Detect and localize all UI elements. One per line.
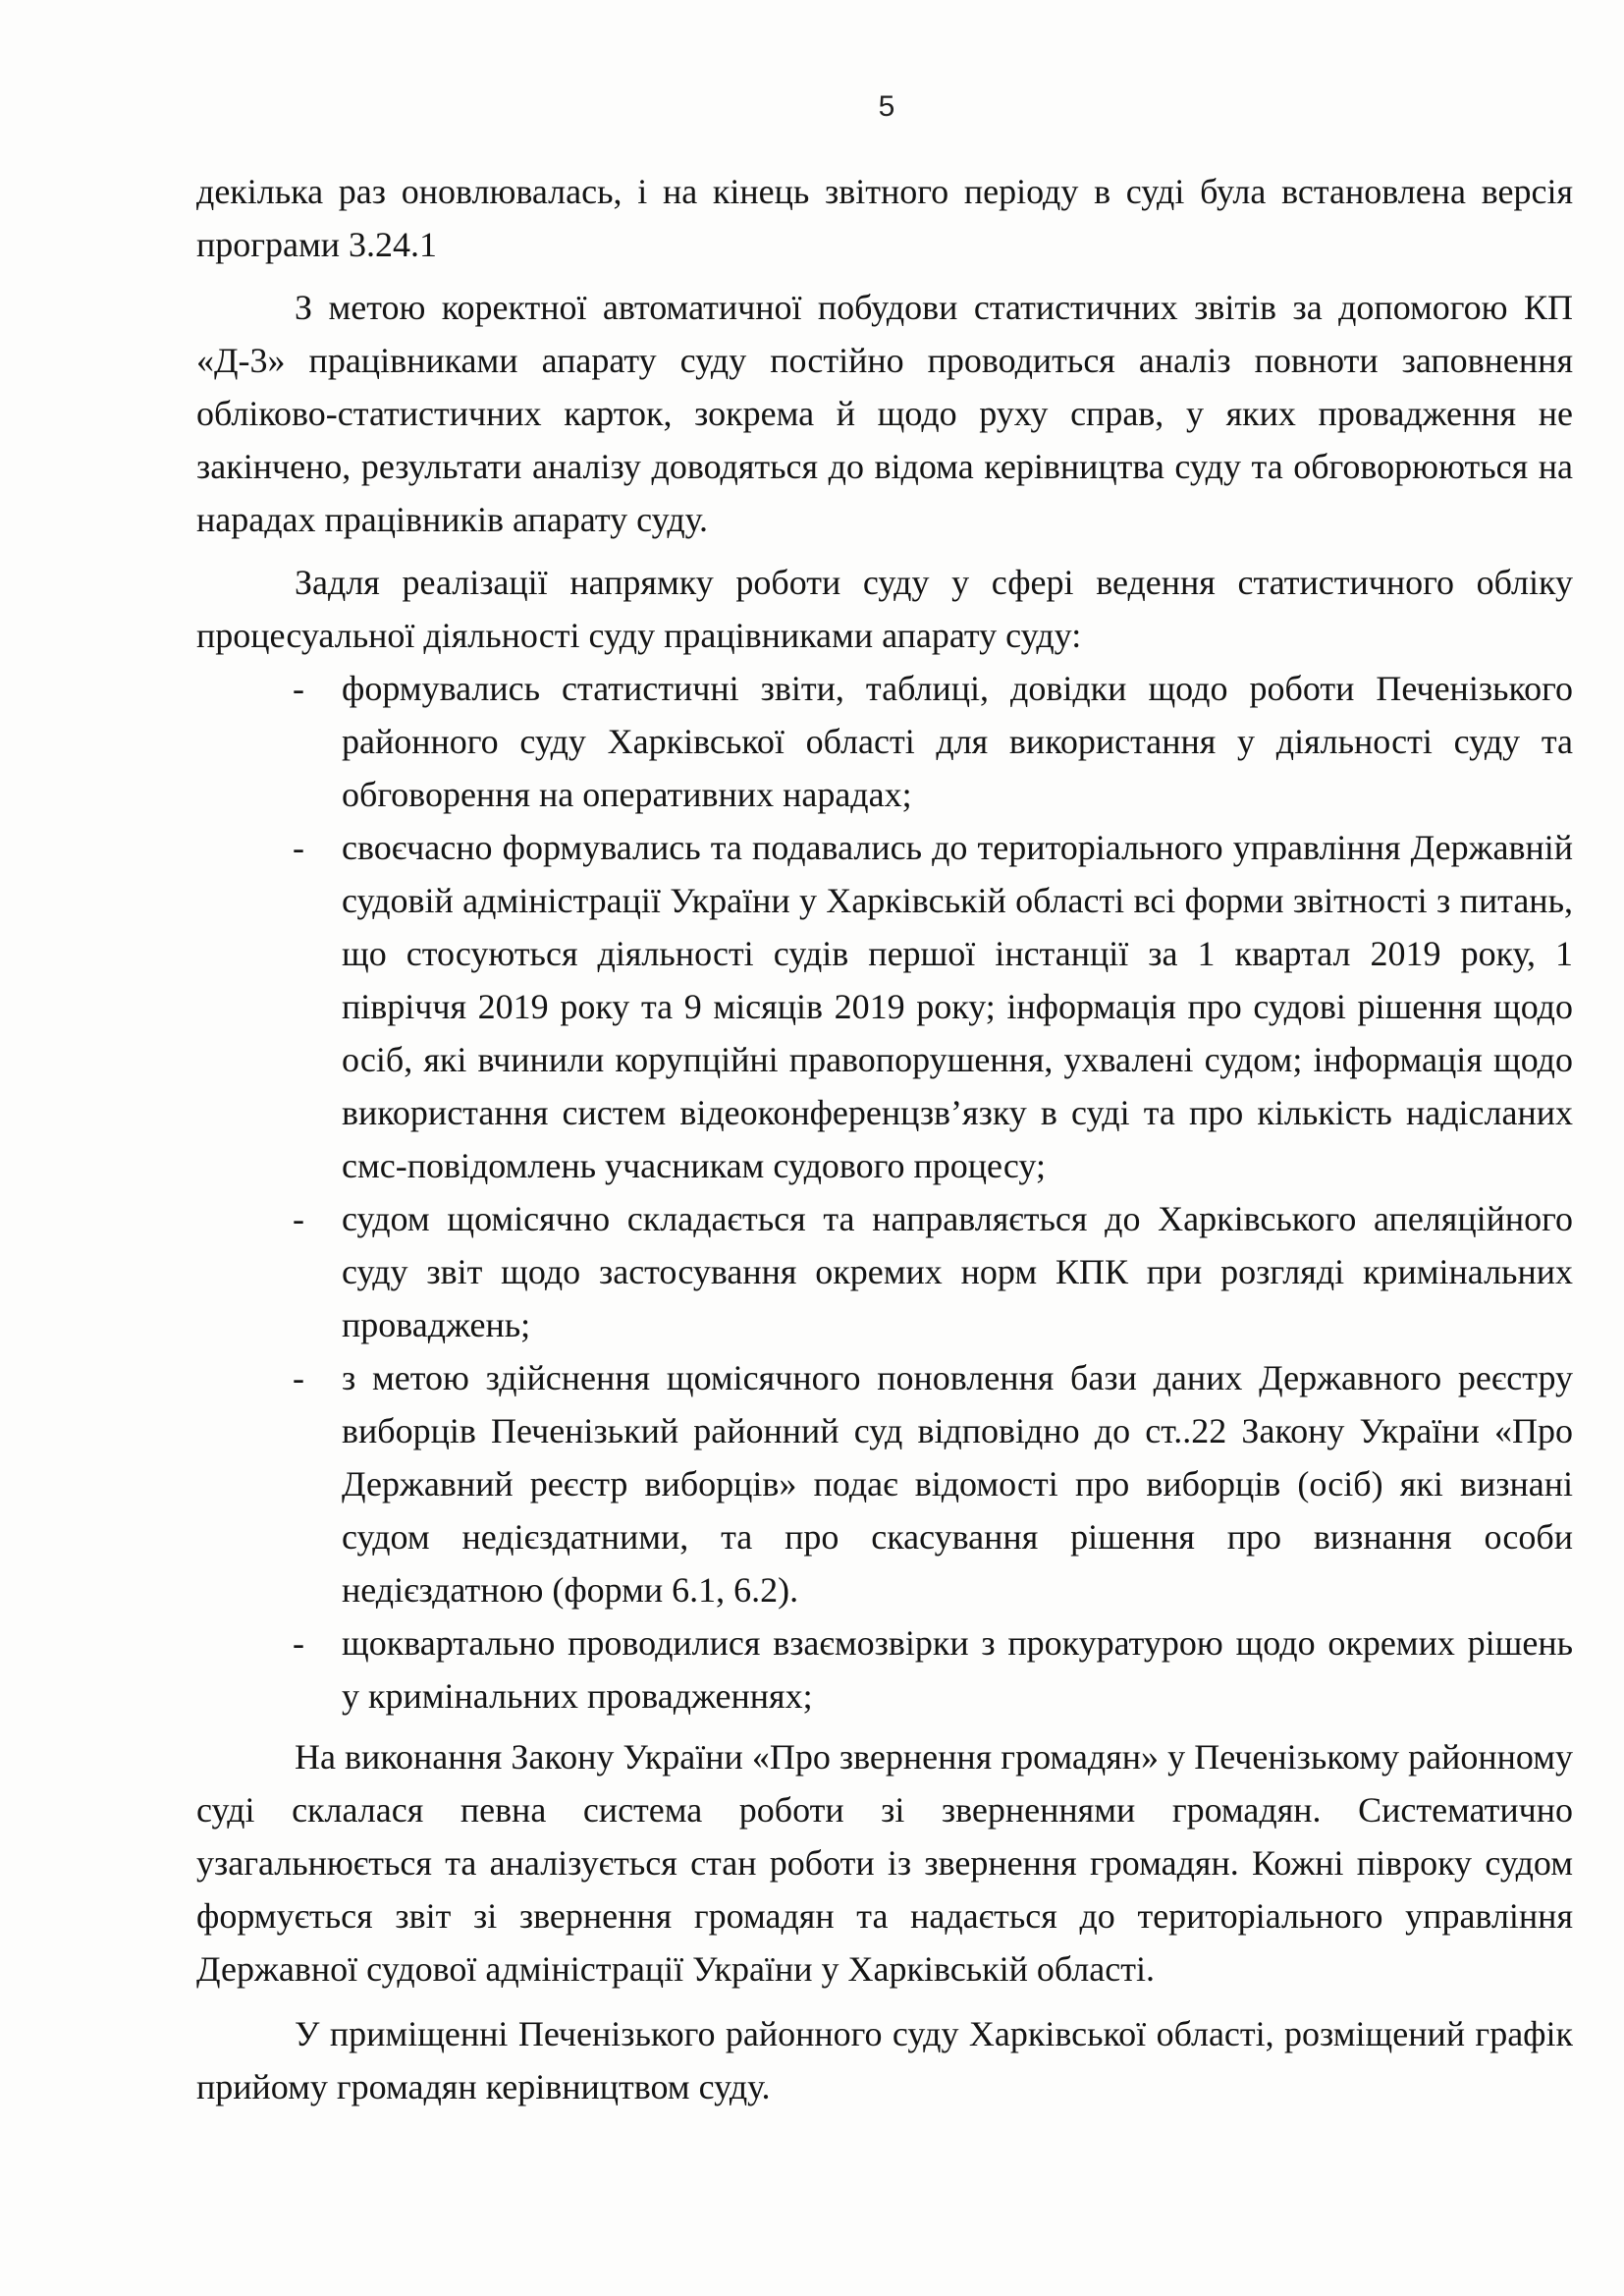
list-bullet: - — [293, 1358, 304, 1397]
list-item — [196, 821, 1573, 1192]
paragraph-continuation: декілька раз оновлювалась, і на кінець звітного періоду в суді була встановлена версія програми 3.24.1 — [196, 172, 1573, 264]
list-item-text: щоквартально проводилися взаємозвірки з прокуратурою щодо окремих рішень у кримінальних провадженнях; — [342, 1623, 1573, 1716]
list-item-text: з метою здійснення щомісячного поновлення бази даних Державного реєстру виборців Печенізький районний суд відповідно до ст..22 Закону України «Про Державний реєстр виборців» подає відомості про виборців (осіб) які визнані судом недієздатними, та про скасування рішення про визнання особи недієздатною (форми 6.1, 6.2). — [342, 1358, 1573, 1610]
list-item — [196, 1351, 1573, 1616]
document-body — [196, 165, 1573, 2123]
page-number: 5 — [878, 90, 895, 123]
list-bullet: - — [293, 1199, 304, 1238]
paragraph-list-intro: Задля реалізації напрямку роботи суду у сфері ведення статистичного обліку процесуальної діяльності суду працівниками апарату суду: — [196, 563, 1573, 655]
list-item-text: судом щомісячно складається та направляється до Харківського апеляційного суду звіт щодо застосування окремих норм КПК при розгляді кримінальних проваджень; — [342, 1199, 1573, 1344]
list-item — [196, 1616, 1573, 1722]
list-item — [196, 662, 1573, 821]
list-item — [196, 1192, 1573, 1351]
list-bullet: - — [293, 828, 304, 867]
list-item-text: своєчасно формувались та подавались до територіального управління Державній судовій адміністрації України у Харківській області всі форми звітності з питань, що стосуються діяльності судів першої інстанції за 1 квартал 2019 року, 1 півріччя 2019 року та 9 місяців 2019 року; інформація про судові рішення щодо осіб, які вчинили корупційні правопорушення, ухвалені судом; інформація щодо використання систем відеоконференцзв’язку в суді та про кількість надісланих смс-повідомлень учасникам судового процесу; — [342, 828, 1573, 1185]
list-bullet: - — [293, 1623, 304, 1663]
paragraph-reception-schedule: У приміщенні Печенізького районного суду Харківської області, розміщений графік прийому громадян керівництвом суду. — [196, 2014, 1573, 2106]
activity-list — [196, 662, 1573, 1722]
list-bullet: - — [293, 669, 304, 708]
list-item-text: формувались статистичні звіти, таблиці, довідки щодо роботи Печенізького районного суду Харківської області для використання у діяльності суду та обговорення на оперативних нарадах; — [342, 669, 1573, 814]
paragraph-statistics-analysis: З метою коректної автоматичної побудови статистичних звітів за допомогою КП «Д-3» працівниками апарату суду постійно проводиться аналіз повноти заповнення обліково-статистичних карток, зокрема й щодо руху справ, у яких провадження не закінчено, результати аналізу доводяться до відома керівництва суду та обговорюються на нарадах працівників апарату суду. — [196, 288, 1573, 539]
paragraph-citizen-appeals: На виконання Закону України «Про звернення громадян» у Печенізькому районному суді склалася певна система роботи зі зверненнями громадян. Систематично узагальнюється та аналізується стан роботи із звернення громадян. Кожні півроку судом формується звіт зі звернення громадян та надається до територіального управління Державної судової адміністрації України у Харківській області. — [196, 1737, 1573, 1989]
